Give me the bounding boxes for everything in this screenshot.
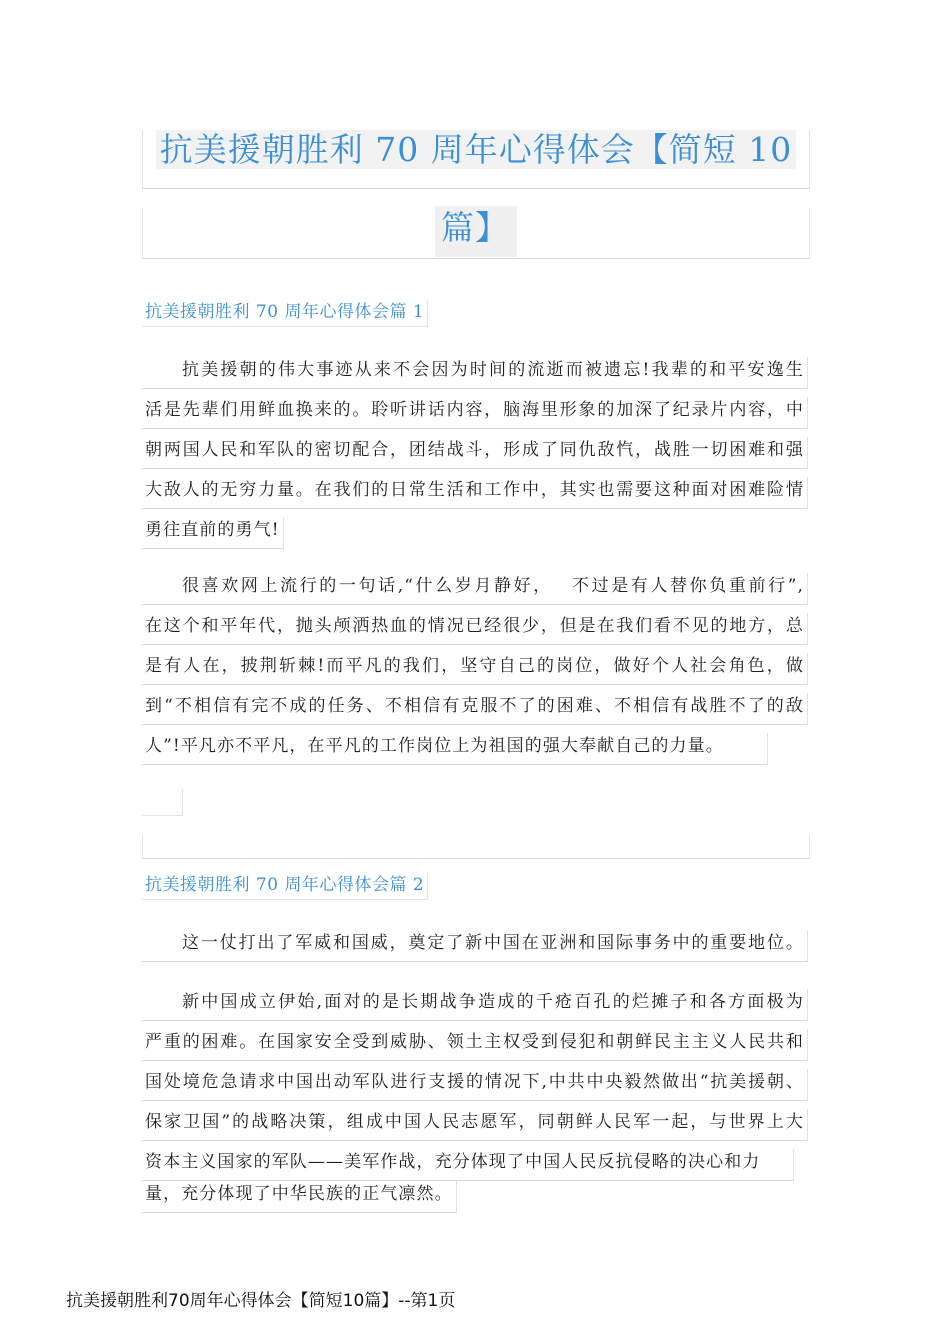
paragraph-line: 勇往直前的勇气!: [142, 517, 284, 549]
paragraph-line: 在这个和平年代，抛头颅洒热血的情况已经很少，但是在我们看不见的地方，总: [142, 613, 808, 645]
paragraph-line: 严重的困难。在国家安全受到威胁、领土主权受到侵犯和朝鲜民主主义人民共和: [142, 1029, 808, 1061]
paragraph-line: 很喜欢网上流行的一句话,“什么岁月静好， 不过是有人替你负重前行”,: [142, 573, 808, 605]
paragraph-line: 到“不相信有完不成的任务、不相信有克服不了的困难、不相信有战胜不了的敌: [142, 693, 808, 725]
paragraph-line: 是有人在，披荆斩棘!而平凡的我们，坚守自己的岗位，做好个人社会角色，做: [142, 653, 808, 685]
section-heading-1: 抗美援朝胜利 70 周年心得体会篇 1: [142, 300, 428, 327]
paragraph-line: 量，充分体现了中华民族的正气凛然。: [142, 1181, 457, 1213]
paragraph-line: 国处境危急请求中国出动军队进行支援的情况下,中共中央毅然做出“抗美援朝、: [142, 1069, 808, 1101]
paragraph-line: 这一仗打出了军威和国威，奠定了新中国在亚洲和国际事务中的重要地位。: [142, 930, 808, 962]
paragraph-line: 大敌人的无穷力量。在我们的日常生活和工作中，其实也需要这种面对困难险情: [142, 477, 808, 509]
page-section-divider: [142, 836, 810, 859]
paragraph-line: 朝两国人民和军队的密切配合，团结战斗，形成了同仇敌忾，战胜一切困难和强: [142, 437, 808, 469]
paragraph-line: 抗美援朝的伟大事迹从来不会因为时间的流逝而被遗忘!我辈的和平安逸生: [142, 357, 808, 389]
paragraph-line: 活是先辈们用鲜血换来的。聆听讲话内容，脑海里形象的加深了纪录片内容，中: [142, 397, 808, 429]
document-title-line-1: 抗美援朝胜利 70 周年心得体会【简短 10: [142, 130, 810, 189]
paragraph-line: 资本主义国家的军队——美军作战，充分体现了中国人民反抗侵略的决心和力: [142, 1149, 794, 1181]
paragraph-line: 保家卫国”的战略决策，组成中国人民志愿军，同朝鲜人民军一起，与世界上大: [142, 1109, 808, 1141]
empty-paragraph: [142, 789, 183, 816]
page-footer: 抗美援朝胜利70周年心得体会【简短10篇】--第1页: [66, 1291, 456, 1311]
document-title-line-2: 篇】: [142, 208, 810, 259]
paragraph-line: 人”!平凡亦不平凡，在平凡的工作岗位上为祖国的强大奉献自己的力量。: [142, 733, 768, 765]
section-heading-2: 抗美援朝胜利 70 周年心得体会篇 2: [142, 873, 428, 900]
paragraph-line: 新中国成立伊始,面对的是长期战争造成的千疮百孔的烂摊子和各方面极为: [142, 989, 808, 1021]
